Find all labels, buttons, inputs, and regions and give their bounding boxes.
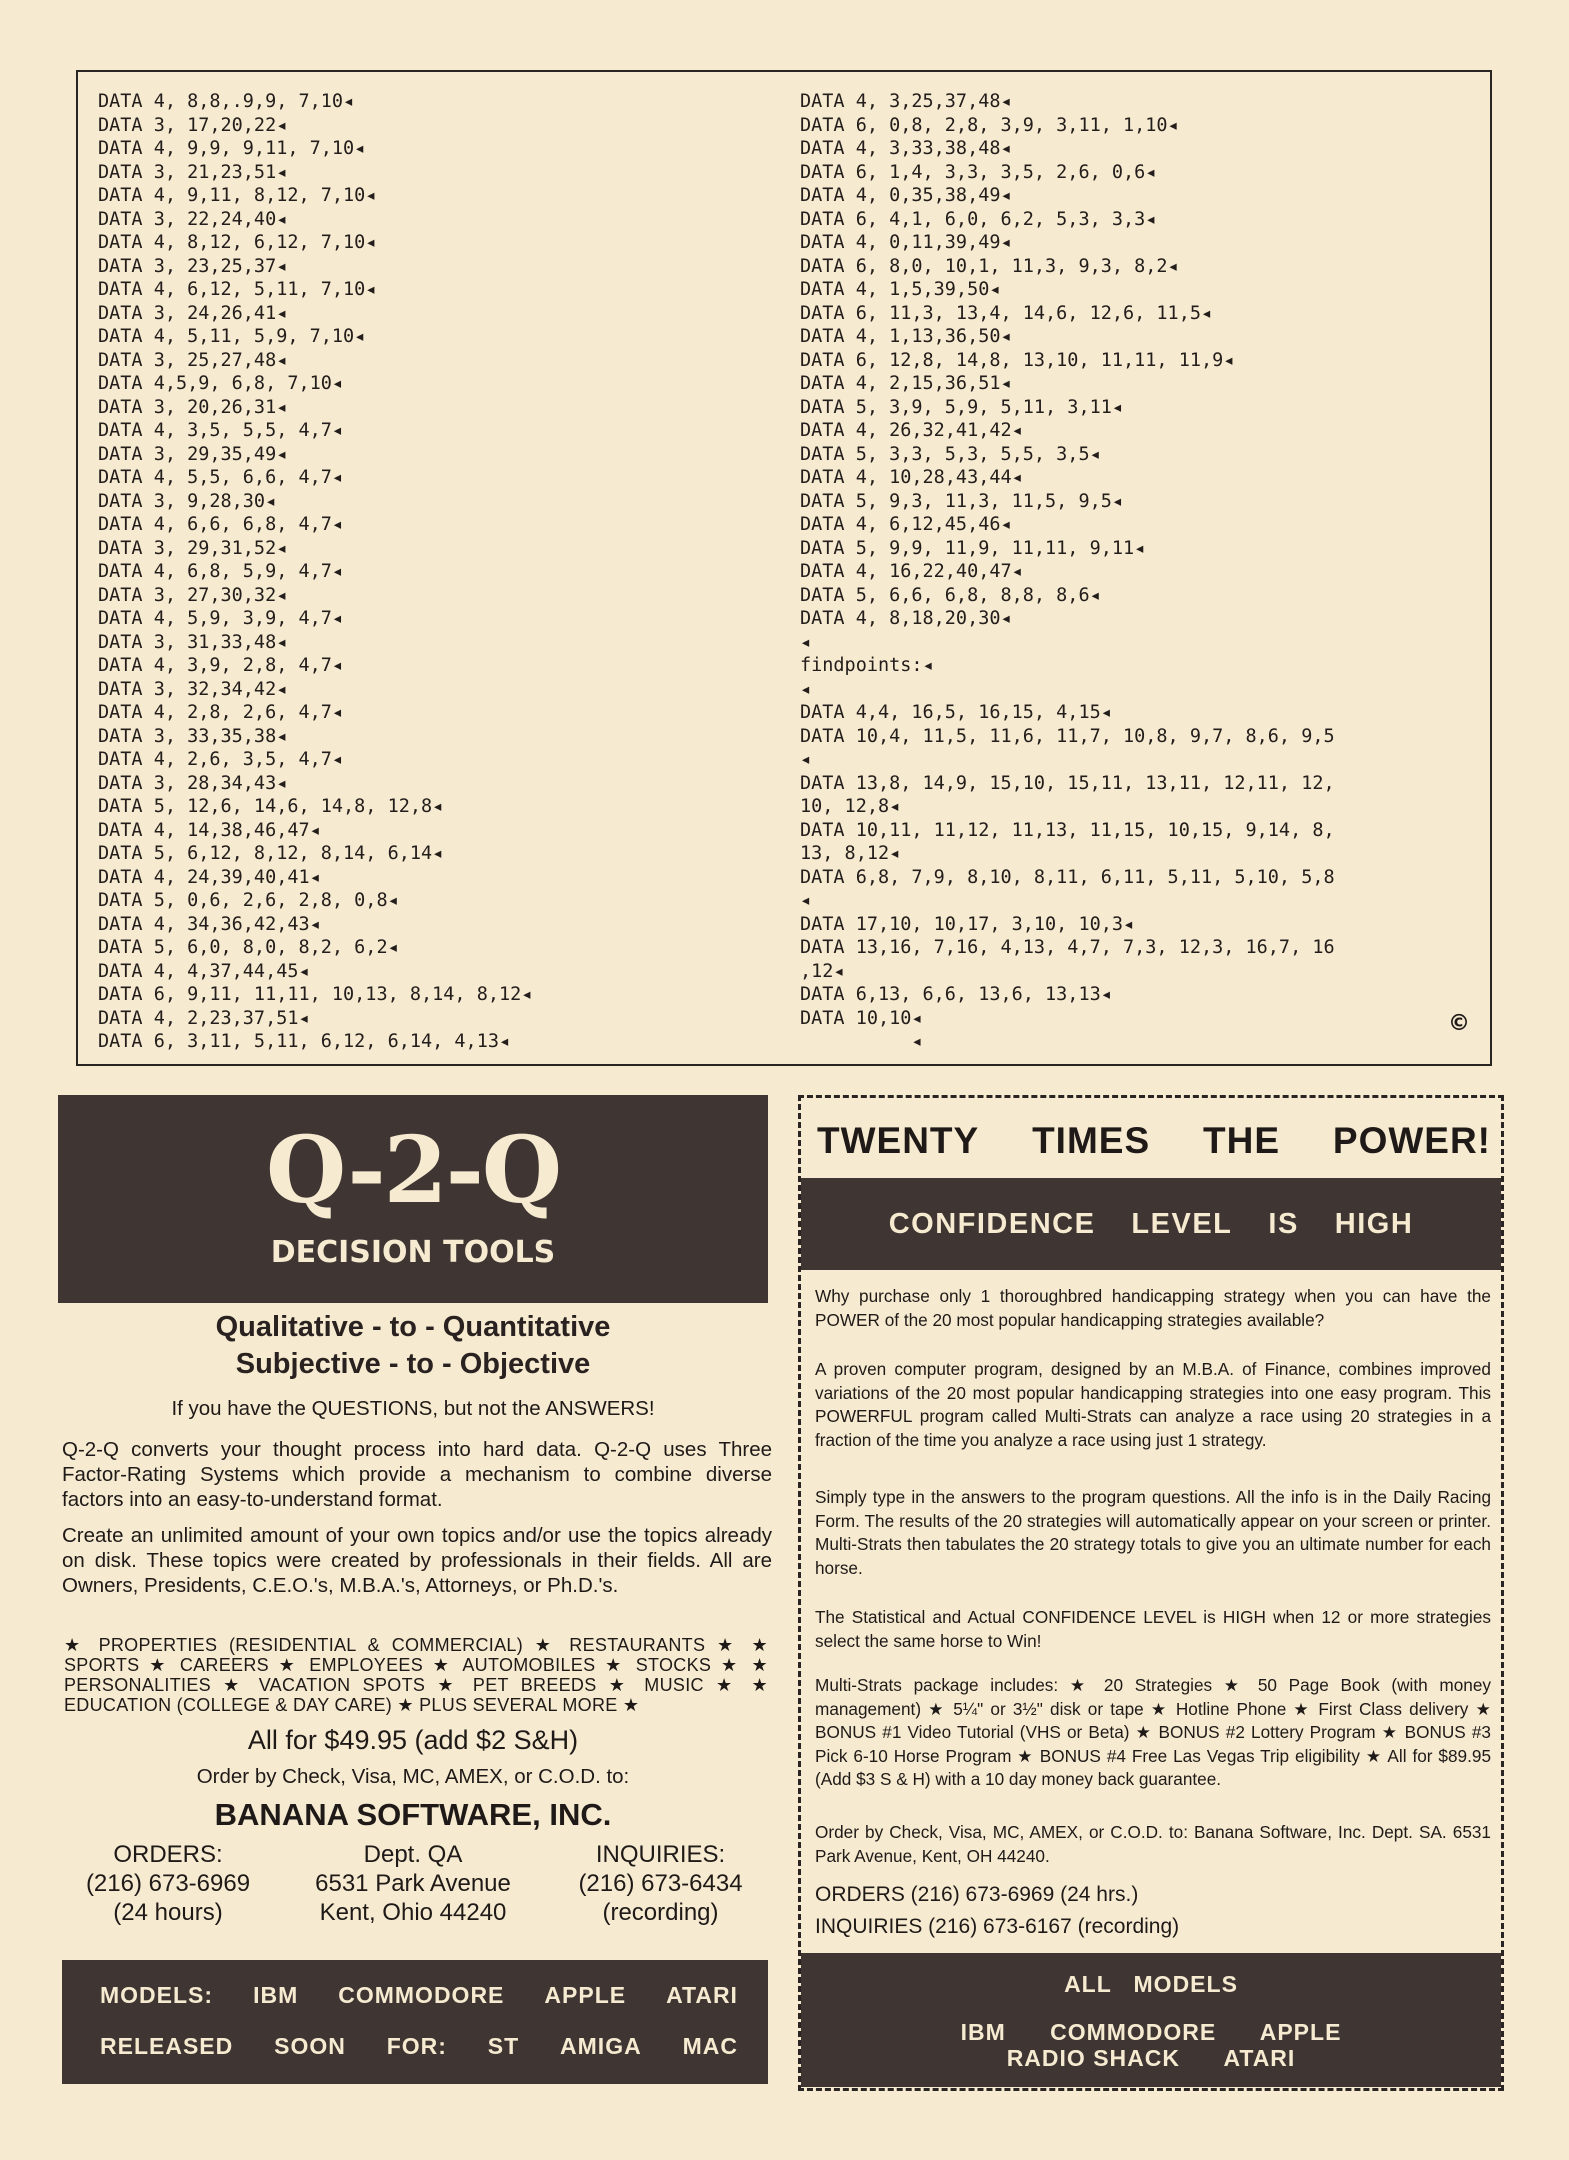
orders-label: ORDERS:	[113, 1841, 223, 1868]
code-line: DATA 4, 8,8,.9,9, 7,10◂	[98, 91, 355, 112]
code-line: DATA 6, 12,8, 14,8, 13,10, 11,11, 11,9◂	[800, 349, 1235, 371]
code-line: DATA 3, 24,26,41◂	[98, 302, 288, 324]
code-line: DATA 4, 3,5, 5,5, 4,7◂	[98, 420, 344, 441]
q2q-logo: Q-2-Q	[265, 1116, 561, 1224]
code-line: DATA 3, 9,28,30◂	[98, 490, 277, 512]
q2q-advertisement	[58, 1095, 772, 2091]
code-line: DATA 6,8, 7,9, 8,10, 8,11, 6,11, 5,11, 5,10, 5,8	[800, 866, 1335, 888]
code-line: DATA 3, 29,31,52◂	[98, 537, 288, 559]
headline-word: THE	[1203, 1120, 1281, 1161]
q2q-address-block	[298, 1840, 528, 1927]
code-line: DATA 6, 8,0, 10,1, 11,3, 9,3, 8,2◂	[800, 255, 1179, 277]
code-line: DATA 6, 9,11, 11,11, 10,13, 8,14, 8,12◂	[98, 984, 533, 1005]
code-line: DATA 4, 26,32,41,42◂	[800, 420, 1023, 441]
code-line: DATA 4, 8,18,20,30◂	[800, 608, 1012, 629]
code-line: findpoints:◂	[800, 655, 934, 676]
inquiries-note: (recording)	[602, 1899, 719, 1926]
model-mac: MAC	[682, 2033, 738, 2059]
code-line: DATA 3, 20,26,31◂	[98, 396, 288, 418]
released-soon-row	[100, 2033, 738, 2060]
code-line: DATA 4, 2,23,37,51◂	[98, 1007, 310, 1029]
code-line: DATA 4, 2,6, 3,5, 4,7◂	[98, 749, 344, 770]
code-line: DATA 4, 10,28,43,44◂	[800, 467, 1023, 488]
q2q-topic-list: ★ PROPERTIES (RESIDENTIAL & COMMERCIAL) ★ RESTAURANTS ★ ★ SPORTS ★ CAREERS ★ EMPLOYEES ★ AUTOMOBILES ★ STOCKS ★ ★ PERSONALITIES ★ VACATION SPOTS ★ PET BREEDS ★ MUSIC ★ ★ EDUCATION (COLLEGE & DAY CARE) ★ PLUS SEVERAL MORE ★	[64, 1635, 768, 1715]
code-line: DATA 4, 5,9, 3,9, 4,7◂	[98, 608, 344, 629]
code-line: DATA 4,4, 16,5, 16,15, 4,15◂	[800, 702, 1112, 723]
code-line: DATA 3, 32,34,42◂	[98, 678, 288, 700]
code-line: DATA 17,10, 10,17, 3,10, 10,3◂	[800, 913, 1135, 935]
q2q-banner	[58, 1095, 768, 1303]
models-line-1: IBM COMMODORE APPLE	[960, 2019, 1342, 2045]
code-line: DATA 4, 16,22,40,47◂	[800, 561, 1023, 582]
code-line: DATA 10,10◂	[800, 1007, 923, 1029]
code-line: DATA 6, 0,8, 2,8, 3,9, 3,11, 1,10◂	[800, 114, 1179, 136]
code-line: DATA 4, 4,37,44,45◂	[98, 960, 310, 982]
banner-word: IS	[1268, 1207, 1299, 1240]
code-line: DATA 5, 9,9, 11,9, 11,11, 9,11◂	[800, 537, 1146, 559]
code-line: DATA 13,8, 14,9, 15,10, 15,11, 13,11, 12,11, 12,	[800, 772, 1335, 794]
multistrats-paragraph-1: Why purchase only 1 thoroughbred handicapping strategy when you can have the POWER of the 20 most popular handicapping strategies available?	[815, 1286, 1491, 1330]
code-line: DATA 5, 6,12, 8,12, 8,14, 6,14◂	[98, 843, 444, 864]
code-line: DATA 3, 29,35,49◂	[98, 443, 288, 465]
code-line: DATA 6, 4,1, 6,0, 6,2, 5,3, 3,3◂	[800, 208, 1157, 230]
code-line: DATA 4, 8,12, 6,12, 7,10◂	[98, 232, 377, 253]
q2q-paragraph-2: Create an unlimited amount of your own topics and/or use the topics already on disk. These topics were created by professionals in their fields. All are Owners, Presidents, C.E.O.'s, M.B.A.'s, Attorneys, or Ph.D.'s.	[62, 1524, 772, 1597]
code-line: DATA 5, 12,6, 14,6, 14,8, 12,8◂	[98, 796, 444, 817]
all-models-line: ALL MODELS	[1064, 1971, 1238, 1997]
code-line: DATA 4, 6,12,45,46◂	[800, 514, 1012, 535]
code-line: DATA 4, 9,11, 8,12, 7,10◂	[98, 185, 377, 206]
multistrats-headline	[817, 1120, 1491, 1162]
code-line: ◂	[800, 890, 812, 911]
code-line: ,12◂	[800, 960, 845, 982]
multistrats-models-footer	[801, 1953, 1501, 2087]
code-line: DATA 5, 3,9, 5,9, 5,11, 3,11◂	[800, 396, 1124, 418]
address-city: Kent, Ohio 44240	[319, 1899, 507, 1926]
banner-word: HIGH	[1334, 1207, 1414, 1240]
listing-left-column	[98, 90, 532, 1054]
code-line: DATA 3, 17,20,22◂	[98, 114, 288, 136]
code-line: DATA 5, 6,0, 8,0, 8,2, 6,2◂	[98, 937, 399, 958]
code-line: DATA 4, 9,9, 9,11, 7,10◂	[98, 138, 366, 159]
code-line: DATA 4, 0,11,39,49◂	[800, 232, 1012, 253]
model-atari: ATARI	[666, 1982, 738, 2008]
code-line: DATA 4, 6,8, 5,9, 4,7◂	[98, 561, 344, 582]
model-amiga: AMIGA	[560, 2033, 642, 2059]
banner-word: CONFIDENCE	[888, 1207, 1096, 1240]
multistrats-inquiries-phone: INQUIRIES (216) 673-6167 (recording)	[815, 1915, 1180, 1938]
code-line: DATA 3, 23,25,37◂	[98, 255, 288, 277]
code-line: DATA 3, 31,33,48◂	[98, 631, 288, 653]
address-dept: Dept. QA	[363, 1841, 463, 1868]
listing-right-column	[800, 90, 1335, 1054]
code-line: DATA 13,16, 7,16, 4,13, 4,7, 7,3, 12,3, 16,7, 16	[800, 937, 1335, 958]
q2q-price: All for $49.95 (add $2 S&H)	[247, 1725, 579, 1755]
soon-word: SOON	[274, 2033, 346, 2059]
code-line: DATA 10,4, 11,5, 11,6, 11,7, 10,8, 9,7, 8,6, 9,5	[800, 725, 1335, 747]
multistrats-paragraph-2: A proven computer program, designed by an M.B.A. of Finance, combines improved variations of the 20 most popular handicapping strategies into one easy program. This POWERFUL program called Multi-Strats can analyze a race using 20 strategies in a fraction of the time you analyze a race using just 1 strategy.	[815, 1359, 1491, 1450]
model-apple: APPLE	[544, 1982, 627, 2008]
code-line: 13, 8,12◂	[800, 843, 901, 864]
model-ibm: IBM	[253, 1982, 299, 2008]
code-line: DATA 4, 14,38,46,47◂	[98, 819, 321, 841]
orders-phone: (216) 673-6969	[85, 1870, 251, 1897]
code-line: DATA 4, 34,36,42,43◂	[98, 913, 321, 935]
code-line: DATA 4, 1,5,39,50◂	[800, 279, 1001, 300]
model-st: ST	[487, 2033, 520, 2059]
q2q-headline-2: Subjective - to - Objective	[235, 1348, 591, 1380]
models-line-2: RADIO SHACK ATARI	[1006, 2045, 1296, 2071]
code-line: ◂	[800, 749, 812, 770]
multistrats-order-info: Order by Check, Visa, MC, AMEX, or C.O.D. to: Banana Software, Inc. Dept. SA. 6531 Park Avenue, Kent, OH 44240.	[815, 1822, 1491, 1866]
multistrats-orders-phone: ORDERS (216) 673-6969 (24 hrs.)	[815, 1883, 1139, 1906]
code-line: DATA 4,5,9, 6,8, 7,10◂	[98, 373, 344, 394]
confidence-banner	[801, 1178, 1501, 1270]
code-line: ◂	[800, 631, 812, 653]
q2q-logo-subtitle: DECISION TOOLS	[270, 1235, 556, 1270]
code-line: DATA 5, 9,3, 11,3, 11,5, 9,5◂	[800, 490, 1124, 512]
code-line: DATA 4, 6,6, 6,8, 4,7◂	[98, 514, 344, 535]
headline-word: TIMES	[1032, 1120, 1151, 1161]
code-line: DATA 3, 28,34,43◂	[98, 772, 288, 794]
code-line: ◂	[800, 1031, 923, 1052]
multistrats-paragraph-4: The Statistical and Actual CONFIDENCE LEVEL is HIGH when 12 or more strategies select the same horse to Win!	[815, 1607, 1491, 1651]
headline-word: POWER!	[1332, 1120, 1491, 1161]
q2q-order-line: Order by Check, Visa, MC, AMEX, or C.O.D. to:	[196, 1765, 630, 1788]
code-line: DATA 6, 3,11, 5,11, 6,12, 6,14, 4,13◂	[98, 1031, 511, 1052]
q2q-inquiries-block	[553, 1840, 768, 1927]
q2q-headline-1: Qualitative - to - Quantitative	[215, 1311, 611, 1343]
headline-word: TWENTY	[817, 1120, 980, 1161]
code-line: DATA 4, 24,39,40,41◂	[98, 866, 321, 888]
code-line: DATA 4, 2,8, 2,6, 4,7◂	[98, 702, 344, 723]
program-listing	[76, 70, 1492, 1066]
model-commodore: COMMODORE	[338, 1982, 505, 2008]
multistrats-package: Multi-Strats package includes: ★ 20 Strategies ★ 50 Page Book (with money management) ★ 5¼" or 3½" disk or tape ★ Hotline Phone ★ First Class delivery ★ BONUS #1 Video Tutorial (VHS or Beta) ★ BONUS #2 Lottery Program ★ BONUS #3 Pick 6-10 Horse Program ★ BONUS #4 Free Las Vegas Trip eligibility ★ All for $89.95 (Add $3 S & H) with a 10 day money back guarantee.	[815, 1675, 1491, 1789]
code-line: DATA 4, 3,25,37,48◂	[800, 91, 1012, 112]
multistrats-advertisement	[798, 1095, 1504, 2091]
for-word: FOR:	[386, 2033, 447, 2059]
code-line: DATA 5, 0,6, 2,6, 2,8, 0,8◂	[98, 890, 399, 911]
address-street: 6531 Park Avenue	[315, 1870, 511, 1897]
q2q-orders-block	[58, 1840, 278, 1927]
code-line: DATA 6, 11,3, 13,4, 14,6, 12,6, 11,5◂	[800, 302, 1213, 324]
code-line: 10, 12,8◂	[800, 796, 901, 817]
code-line: DATA 4, 2,15,36,51◂	[800, 373, 1012, 394]
code-line: DATA 4, 1,13,36,50◂	[800, 326, 1012, 347]
q2q-models-footer	[62, 1960, 768, 2084]
models-row	[100, 1982, 738, 2009]
inquiries-label: INQUIRIES:	[595, 1841, 726, 1868]
q2q-company-name: BANANA SOFTWARE, INC.	[214, 1797, 612, 1832]
code-line: DATA 4, 5,5, 6,6, 4,7◂	[98, 467, 344, 488]
code-line: DATA 3, 21,23,51◂	[98, 161, 288, 183]
code-line: DATA 4, 0,35,38,49◂	[800, 185, 1012, 206]
multistrats-paragraph-3: Simply type in the answers to the program questions. All the info is in the Daily Racing Form. The results of the 20 strategies will automatically appear on your screen or printer. Multi-Strats then tabulates the 20 strategy totals to give you an ultimate number for each horse.	[815, 1487, 1491, 1578]
code-line: DATA 6,13, 6,6, 13,6, 13,13◂	[800, 984, 1112, 1005]
code-line: DATA 5, 6,6, 6,8, 8,8, 8,6◂	[800, 584, 1101, 606]
code-line: DATA 4, 5,11, 5,9, 7,10◂	[98, 326, 366, 347]
code-line: DATA 4, 6,12, 5,11, 7,10◂	[98, 279, 377, 300]
banner-word: LEVEL	[1131, 1207, 1233, 1240]
orders-hours: (24 hours)	[113, 1899, 223, 1926]
q2q-tagline: If you have the QUESTIONS, but not the ANSWERS!	[171, 1397, 655, 1420]
q2q-paragraph-1: Q-2-Q converts your thought process into hard data. Q-2-Q uses Three Factor-Rating Systems which provide a mechanism to combine diverse factors into an easy-to-understand format.	[62, 1438, 772, 1511]
code-line: DATA 5, 3,3, 5,3, 5,5, 3,5◂	[800, 443, 1101, 465]
code-line: DATA 3, 27,30,32◂	[98, 584, 288, 606]
code-line: DATA 10,11, 11,12, 11,13, 11,15, 10,15, 9,14, 8,	[800, 819, 1335, 841]
code-line: DATA 4, 3,33,38,48◂	[800, 138, 1012, 159]
code-line: DATA 4, 3,9, 2,8, 4,7◂	[98, 655, 344, 676]
code-line: DATA 6, 1,4, 3,3, 3,5, 2,6, 0,6◂	[800, 161, 1157, 183]
code-line: DATA 3, 25,27,48◂	[98, 349, 288, 371]
released-word: RELEASED	[100, 2033, 234, 2059]
code-line: ◂	[800, 678, 812, 700]
code-line: DATA 3, 33,35,38◂	[98, 725, 288, 747]
models-label: MODELS:	[100, 1982, 214, 2008]
copyright-mark: ©	[1448, 1011, 1470, 1036]
inquiries-phone: (216) 673-6434	[578, 1870, 743, 1897]
code-line: DATA 3, 22,24,40◂	[98, 208, 288, 230]
